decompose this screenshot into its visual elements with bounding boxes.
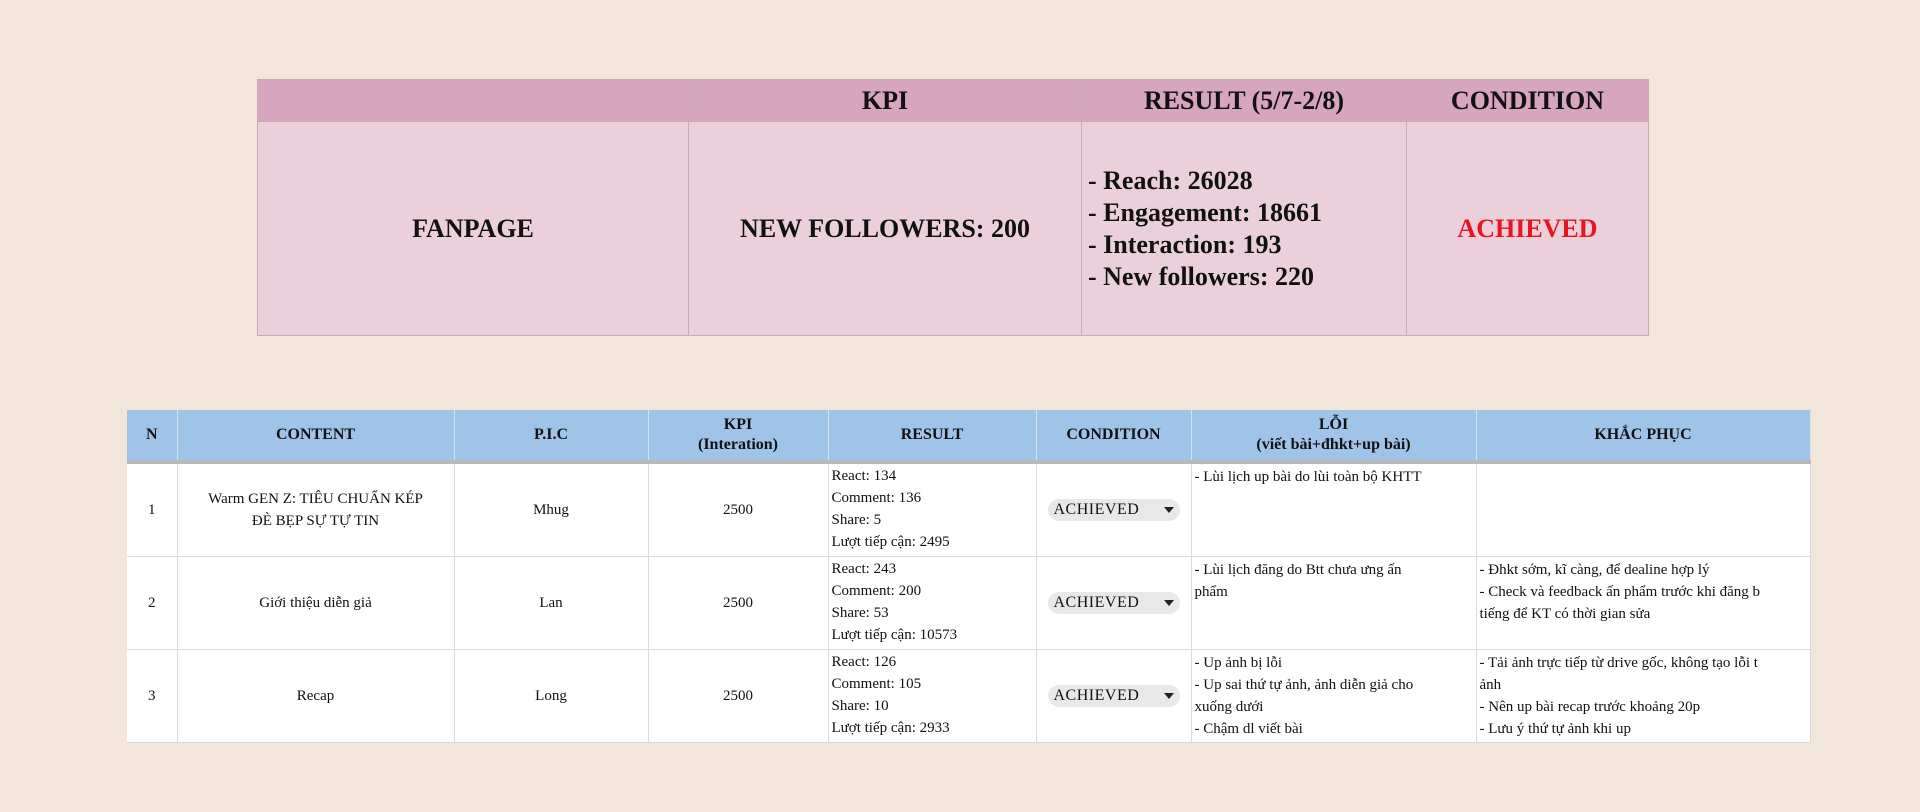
row-pic: Lan bbox=[454, 557, 648, 650]
row-result bbox=[828, 462, 1036, 557]
row-result-reach: Lượt tiếp cận: 2933 bbox=[831, 720, 950, 736]
kpi-summary-row bbox=[258, 122, 1649, 336]
detail-header-kpi-line1: KPI bbox=[723, 416, 753, 433]
row-kpi: 2500 bbox=[648, 462, 828, 557]
kpi-summary-header-row bbox=[258, 80, 1649, 122]
detail-header-loi-line2: (viết bài+đhkt+up bài) bbox=[1256, 436, 1411, 453]
row-pic: Mhug bbox=[454, 462, 648, 557]
row-result-reach: Lượt tiếp cận: 2495 bbox=[831, 534, 950, 550]
row-condition bbox=[1036, 462, 1191, 557]
row-khac-phuc bbox=[1476, 462, 1810, 557]
chevron-down-icon bbox=[1164, 600, 1174, 606]
kpi-summary-header-kpi: KPI bbox=[689, 80, 1082, 122]
row-content-line1: Recap bbox=[296, 688, 335, 704]
row-khac-phuc-line: - Tải ảnh trực tiếp từ drive gốc, không tạo lỗi t bbox=[1479, 655, 1758, 671]
row-result bbox=[828, 557, 1036, 650]
row-loi-line: - Up sai thứ tự ảnh, ảnh diễn giả cho bbox=[1194, 677, 1414, 693]
detail-header-condition: CONDITION bbox=[1036, 410, 1191, 462]
row-khac-phuc bbox=[1476, 650, 1810, 743]
row-result-share: Share: 5 bbox=[831, 512, 882, 528]
row-loi bbox=[1191, 462, 1476, 557]
row-khac-phuc-line: - Đhkt sớm, kĩ càng, để dealine hợp lý bbox=[1479, 562, 1710, 578]
kpi-summary-table bbox=[257, 79, 1649, 336]
chevron-down-icon bbox=[1164, 507, 1174, 513]
row-result-reach: Lượt tiếp cận: 10573 bbox=[831, 627, 958, 643]
row-result-comment: Comment: 136 bbox=[831, 490, 922, 506]
kpi-summary-label: FANPAGE bbox=[258, 122, 689, 336]
row-content-line1: Giới thiệu diễn giả bbox=[259, 595, 372, 611]
row-loi-line: - Chậm dl viết bài bbox=[1194, 721, 1303, 737]
condition-dropdown-value: ACHIEVED bbox=[1053, 594, 1140, 611]
row-content-line1: Warm GEN Z: TIÊU CHUẨN KÉP bbox=[208, 491, 423, 507]
row-pic: Long bbox=[454, 650, 648, 743]
row-khac-phuc-line: - Lưu ý thứ tự ảnh khi up bbox=[1479, 721, 1631, 737]
condition-dropdown[interactable] bbox=[1048, 685, 1180, 707]
kpi-summary-result-new-followers: - New followers: 220 bbox=[1088, 261, 1314, 291]
row-condition bbox=[1036, 557, 1191, 650]
row-loi-line: - Lùi lịch đăng do Btt chưa ưng ấn bbox=[1194, 562, 1402, 578]
condition-dropdown-value: ACHIEVED bbox=[1053, 501, 1140, 518]
detail-header-loi-line1: LỖI bbox=[1318, 416, 1349, 433]
table-row bbox=[127, 462, 1810, 557]
row-loi-line: - Up ảnh bị lỗi bbox=[1194, 655, 1282, 671]
row-loi-line: xuống dưới bbox=[1194, 699, 1264, 715]
kpi-summary-header-result: RESULT (5/7-2/8) bbox=[1082, 80, 1407, 122]
condition-dropdown-value: ACHIEVED bbox=[1053, 687, 1140, 704]
detail-header-kpi bbox=[648, 410, 828, 462]
row-condition bbox=[1036, 650, 1191, 743]
detail-header-khac-phuc: KHẮC PHỤC bbox=[1476, 410, 1810, 462]
kpi-summary-result-interaction: - Interaction: 193 bbox=[1088, 229, 1282, 259]
condition-dropdown[interactable] bbox=[1048, 499, 1180, 521]
kpi-summary-condition bbox=[1407, 122, 1649, 336]
row-loi bbox=[1191, 557, 1476, 650]
condition-dropdown[interactable] bbox=[1048, 592, 1180, 614]
row-result-react: React: 243 bbox=[831, 561, 897, 577]
row-khac-phuc-line: - Nên up bài recap trước khoảng 20p bbox=[1479, 699, 1701, 715]
row-kpi: 2500 bbox=[648, 557, 828, 650]
row-khac-phuc-line: ảnh bbox=[1479, 677, 1502, 693]
row-khac-phuc-line: - Check và feedback ấn phẩm trước khi đăng b bbox=[1479, 584, 1761, 600]
row-content bbox=[177, 650, 454, 743]
row-content-line2: ĐÈ BẸP SỰ TỰ TIN bbox=[251, 513, 380, 529]
detail-header-result: RESULT bbox=[828, 410, 1036, 462]
row-khac-phuc bbox=[1476, 557, 1810, 650]
table-row bbox=[127, 650, 1810, 743]
content-detail-table bbox=[127, 410, 1811, 743]
kpi-summary-result-engagement: - Engagement: 18661 bbox=[1088, 197, 1322, 227]
kpi-summary-header-blank bbox=[258, 80, 689, 122]
row-result-react: React: 134 bbox=[831, 468, 897, 484]
row-result-share: Share: 10 bbox=[831, 698, 889, 714]
kpi-summary-results bbox=[1082, 122, 1407, 336]
row-result-react: React: 126 bbox=[831, 654, 897, 670]
kpi-summary-kpi: NEW FOLLOWERS: 200 bbox=[689, 122, 1082, 336]
row-loi-line: - Lùi lịch up bài do lùi toàn bộ KHTT bbox=[1194, 469, 1422, 485]
row-content bbox=[177, 557, 454, 650]
kpi-summary-header-condition: CONDITION bbox=[1407, 80, 1649, 122]
detail-header-kpi-line2: (Interation) bbox=[698, 436, 778, 453]
row-loi-line: phẩm bbox=[1194, 584, 1228, 600]
kpi-summary-condition-status: ACHIEVED bbox=[1457, 213, 1598, 243]
row-content bbox=[177, 462, 454, 557]
row-loi bbox=[1191, 650, 1476, 743]
detail-header-content: CONTENT bbox=[177, 410, 454, 462]
row-khac-phuc-line: tiếng để KT có thời gian sửa bbox=[1479, 606, 1651, 622]
detail-header-loi bbox=[1191, 410, 1476, 462]
detail-header-n: N bbox=[127, 410, 177, 462]
row-kpi: 2500 bbox=[648, 650, 828, 743]
detail-header-pic: P.I.C bbox=[454, 410, 648, 462]
row-result-share: Share: 53 bbox=[831, 605, 889, 621]
chevron-down-icon bbox=[1164, 693, 1174, 699]
row-result bbox=[828, 650, 1036, 743]
table-row bbox=[127, 557, 1810, 650]
row-number: 3 bbox=[127, 650, 177, 743]
row-result-comment: Comment: 105 bbox=[831, 676, 922, 692]
row-number: 1 bbox=[127, 462, 177, 557]
row-result-comment: Comment: 200 bbox=[831, 583, 922, 599]
row-number: 2 bbox=[127, 557, 177, 650]
kpi-summary-result-reach: - Reach: 26028 bbox=[1088, 165, 1253, 195]
detail-header-row bbox=[127, 410, 1810, 462]
